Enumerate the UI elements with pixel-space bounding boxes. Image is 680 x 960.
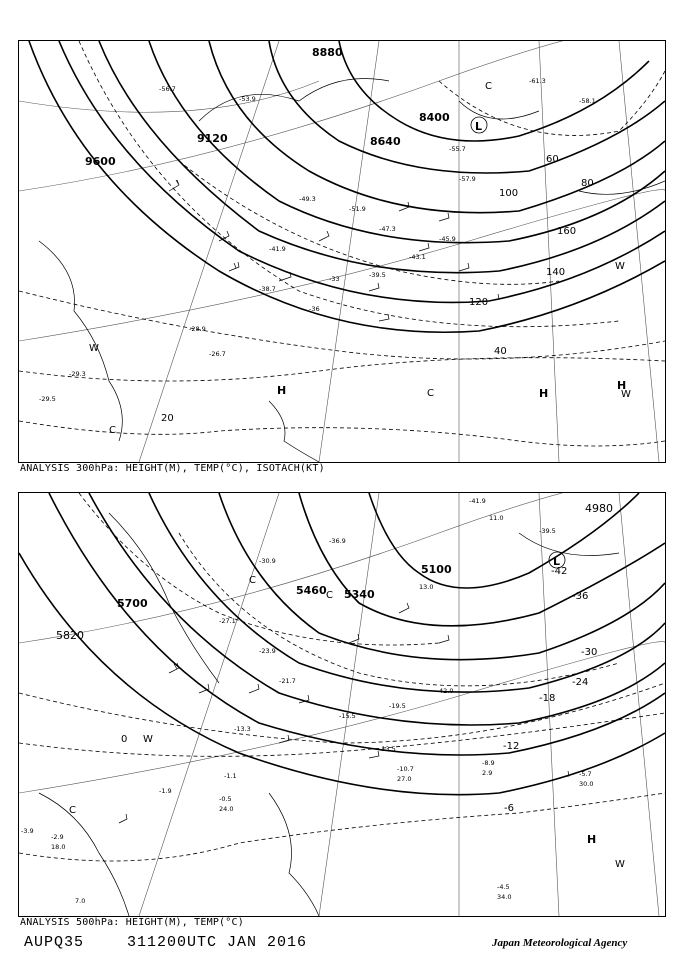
height-labels-300 — [85, 46, 450, 168]
warm-area: W — [615, 261, 625, 272]
temp-value: -58.1 — [579, 97, 596, 105]
height-label: 5820 — [56, 629, 84, 642]
temp-value: -47.3 — [379, 225, 396, 233]
isotach-label: 120 — [469, 297, 489, 308]
high-center: H — [277, 384, 287, 397]
map-500hpa-svg — [19, 493, 665, 916]
warm-area: W — [621, 389, 631, 400]
temp-value: -55.7 — [449, 145, 466, 153]
temp-value: -29.3 — [69, 370, 86, 378]
isotherm-label: 0 — [121, 734, 128, 745]
caption-500hpa: ANALYSIS 500hPa: HEIGHT(M), TEMP(°C) — [20, 917, 244, 928]
temp-value: -26.7 — [209, 350, 226, 358]
temp-value: -56.7 — [159, 85, 176, 93]
point-value: 24.0 — [219, 805, 234, 813]
height-label: 5460 — [296, 584, 327, 597]
high-center: H — [617, 379, 627, 392]
temp-value: -28.9 — [189, 325, 206, 333]
high-center: H — [587, 833, 597, 846]
point-value: 34.0 — [497, 893, 512, 901]
temp-value: -45.9 — [439, 235, 456, 243]
isotherm-label: -18 — [539, 693, 556, 704]
cold-area: C — [69, 805, 76, 816]
cold-area: C — [249, 575, 256, 586]
temp-value: -36.9 — [329, 537, 346, 545]
temp-value: -19.5 — [389, 702, 406, 710]
temp-value: -38.7 — [259, 285, 276, 293]
temp-plots-500 — [21, 497, 592, 891]
temp-value: -0.5 — [219, 795, 232, 803]
height-label: 5700 — [117, 597, 148, 610]
warm-area: W — [615, 859, 625, 870]
temp-value: -29.5 — [39, 395, 56, 403]
height-contours-300 — [29, 41, 665, 332]
isotach-label: 160 — [557, 226, 577, 237]
agency-name: Japan Meteorological Agency — [492, 937, 628, 949]
temp-value: -36 — [309, 305, 320, 313]
isotachs-300 — [19, 41, 665, 446]
isotach-labels-300 — [161, 154, 594, 424]
isotach-label: 60 — [546, 154, 559, 165]
temp-value: -1.1 — [224, 772, 237, 780]
temp-value: -41.9 — [269, 245, 286, 253]
temp-value: -33 — [329, 275, 340, 283]
caption-300hpa: ANALYSIS 300hPa: HEIGHT(M), TEMP(°C), ISOTACH(KT) — [20, 463, 325, 474]
height-label: 4980 — [585, 502, 613, 515]
height-label: 9120 — [197, 132, 228, 145]
coastline-500 — [39, 513, 619, 916]
isotherm-label: -6 — [504, 803, 514, 814]
point-value: 42.0 — [439, 687, 454, 695]
temp-value: -27.1 — [219, 617, 236, 625]
valid-time: 311200UTC JAN 2016 — [127, 934, 308, 951]
point-value: 7.0 — [75, 897, 86, 905]
temp-value: -30.9 — [259, 557, 276, 565]
temp-value: -13.3 — [234, 725, 251, 733]
temp-value: -8.9 — [482, 759, 495, 767]
isotach-label: 100 — [499, 188, 519, 199]
temp-value: -5.7 — [579, 770, 592, 778]
warm-area: W — [89, 343, 99, 354]
area-labels-500 — [69, 575, 625, 870]
height-label: 8880 — [312, 46, 343, 59]
point-value: 13.0 — [419, 583, 434, 591]
isotach-label: 20 — [161, 413, 174, 424]
temp-value: -51.9 — [349, 205, 366, 213]
graticule-500 — [19, 493, 665, 916]
height-label: 8640 — [370, 135, 401, 148]
cold-area: C — [427, 388, 434, 399]
cold-area: C — [485, 81, 492, 92]
isotach-label: 80 — [581, 178, 594, 189]
height-label: 5340 — [344, 588, 375, 601]
point-value: 2.9 — [482, 769, 493, 777]
isotherm-label: -30 — [581, 647, 598, 658]
temp-value: -57.9 — [459, 175, 476, 183]
isotherm-label: -24 — [572, 677, 589, 688]
temp-value: -61.3 — [529, 77, 546, 85]
low-center: L — [475, 120, 483, 133]
low-center: L — [553, 555, 561, 568]
point-value: 11.0 — [489, 514, 504, 522]
temp-value: -43.1 — [409, 253, 426, 261]
map-panel-300hpa — [18, 40, 666, 463]
height-label: 5100 — [421, 563, 452, 576]
temp-value: -21.7 — [279, 677, 296, 685]
temp-value: -41.9 — [469, 497, 486, 505]
map-300hpa-svg — [19, 41, 665, 462]
chart-id: AUPQ35 — [24, 934, 85, 951]
map-panel-500hpa — [18, 492, 666, 917]
temp-value: -3.9 — [21, 827, 34, 835]
height-label: 8400 — [419, 111, 450, 124]
temp-value: -13.5 — [379, 745, 396, 753]
isotherm-label: -36 — [572, 591, 589, 602]
temp-value: -1.9 — [159, 787, 172, 795]
temp-value: -49.3 — [299, 195, 316, 203]
point-value: 27.0 — [397, 775, 412, 783]
temp-value: -10.7 — [397, 765, 414, 773]
temp-value: -23.9 — [259, 647, 276, 655]
isotherm-label: -42 — [551, 566, 568, 577]
point-value: 30.0 — [579, 780, 594, 788]
isotherm-label: -12 — [503, 741, 520, 752]
high-center: H — [539, 387, 549, 400]
warm-area: W — [143, 734, 153, 745]
temp-value: -39.5 — [539, 527, 556, 535]
isotach-label: 140 — [546, 267, 566, 278]
temp-value: -15.5 — [339, 712, 356, 720]
temp-value: -4.5 — [497, 883, 510, 891]
temp-value: -39.5 — [369, 271, 386, 279]
cold-area: C — [109, 425, 116, 436]
temp-value: -53.9 — [239, 95, 256, 103]
coastline-300 — [39, 79, 665, 463]
cold-area: C — [326, 590, 333, 601]
temp-value: -2.9 — [51, 833, 64, 841]
wind-barbs-300 — [169, 180, 499, 321]
isotach-label: 40 — [494, 346, 507, 357]
height-label: 9600 — [85, 155, 116, 168]
point-value: 18.0 — [51, 843, 66, 851]
